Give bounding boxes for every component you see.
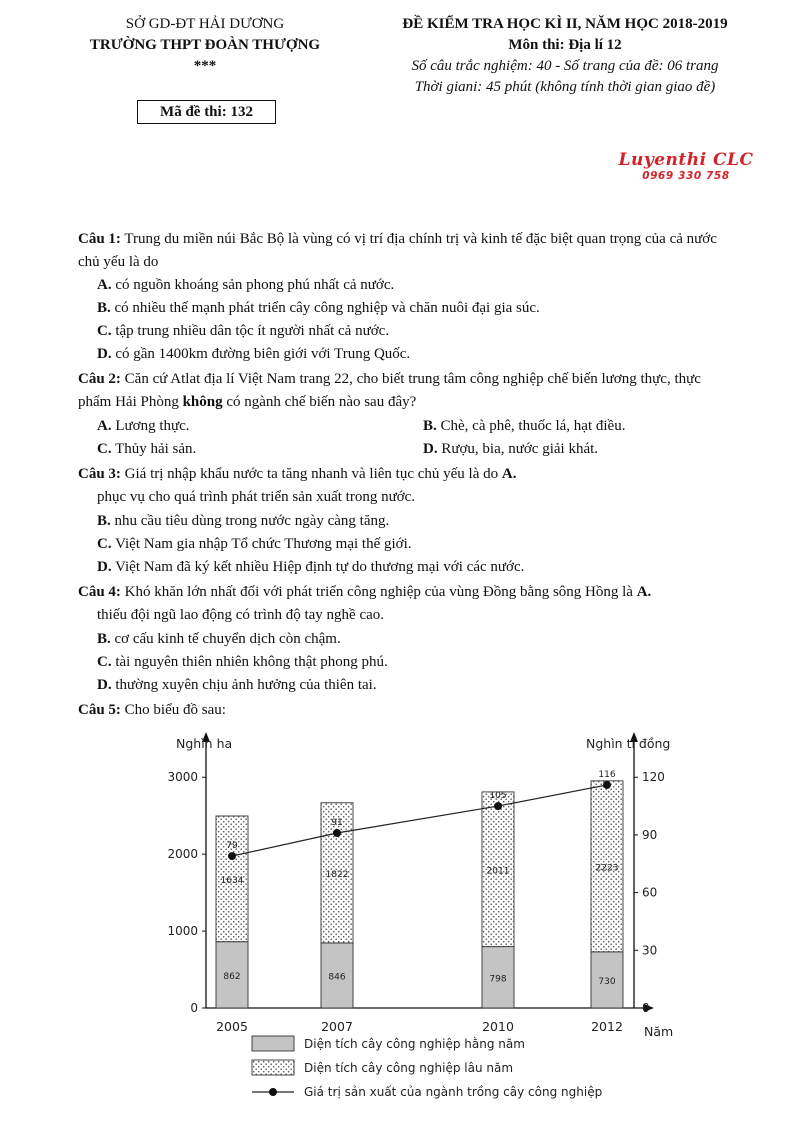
q1-option-d — [97, 343, 787, 366]
production-value-label: 79 — [226, 841, 238, 852]
right-tick-label: 30 — [642, 943, 658, 958]
option-text: Rượu, bia, nước giải khát. — [437, 441, 599, 457]
q1-stem — [78, 228, 768, 251]
option-letter: A. — [636, 584, 652, 600]
option-text: tập trung nhiều dân tộc ít người nhất cả nước. — [111, 323, 390, 339]
right-tick-label: 120 — [642, 770, 665, 785]
q4-label: Câu 4: — [78, 584, 121, 600]
q3-label: Câu 3: — [78, 466, 121, 482]
right-tick-label: 60 — [642, 885, 658, 900]
q3-stem — [78, 463, 768, 486]
option-text: Việt Nam gia nhập Tổ chức Thương mại thế giới. — [111, 536, 412, 552]
legend-swatch-perennial — [252, 1060, 294, 1075]
production-value-point — [333, 829, 341, 837]
exam-header — [345, 14, 785, 98]
x-tick-label: 2012 — [591, 1019, 623, 1034]
option-letter: B. — [97, 631, 111, 647]
chart-container — [150, 728, 690, 1123]
q1-option-c — [97, 320, 787, 343]
option-letter: C. — [97, 441, 112, 457]
header-separator: *** — [193, 58, 217, 74]
annual-value-label: 862 — [223, 971, 241, 982]
department-name: SỞ GD-ĐT HẢI DƯƠNG — [125, 16, 285, 32]
option-letter: B. — [97, 300, 111, 316]
option-letter: A. — [97, 277, 112, 293]
production-value-point — [494, 802, 502, 810]
perennial-value-label: 1822 — [325, 869, 349, 880]
option-text: tài nguyên thiên nhiên không thật phong phú. — [111, 654, 388, 670]
q5-text: Cho biểu đồ sau: — [120, 702, 226, 718]
exam-subject: Môn thi: Địa lí 12 — [508, 37, 622, 53]
brand-name: Luyenthi CLC — [618, 150, 754, 170]
option-letter: A. — [501, 466, 517, 482]
option-letter: D. — [97, 559, 112, 575]
option-letter: A. — [97, 418, 112, 434]
exam-code-box: Mã đề thi: 132 — [137, 100, 276, 124]
option-text: Việt Nam đã ký kết nhiều Hiệp định tự do thương mại với các nước. — [111, 559, 525, 575]
q4-option-a: thiếu đội ngũ lao động có trình độ tay nghề cao. — [97, 607, 385, 623]
option-letter: C. — [97, 323, 112, 339]
option-letter: D. — [97, 346, 112, 362]
option-text: có nguồn khoáng sản phong phú nhất cả nước. — [111, 277, 395, 293]
annual-value-label: 730 — [598, 976, 616, 987]
q3-text: Giá trị nhập khẩu nước ta tăng nhanh và liên tục chủ yếu là do — [120, 466, 502, 482]
q2-emphasis: không — [182, 394, 223, 410]
q2-text-c: có ngành chế biến nào sau đây? — [222, 394, 417, 410]
q1-label: Câu 1: — [78, 231, 121, 247]
left-axis-label: Nghìn ha — [176, 736, 233, 751]
q1-stem-cont: chủ yếu là do — [78, 254, 159, 270]
left-tick-label: 0 — [190, 1001, 198, 1015]
q4-stem — [78, 581, 768, 604]
production-value-label: 105 — [489, 791, 507, 802]
option-letter: C. — [97, 654, 112, 670]
option-letter: B. — [97, 513, 111, 529]
option-letter: C. — [97, 536, 112, 552]
option-text: Chè, cà phê, thuốc lá, hạt điều. — [436, 418, 626, 434]
q2-stem-cont — [78, 391, 768, 414]
q2-text: Căn cứ Atlat địa lí Việt Nam trang 22, cho biết trung tâm công nghiệp chế biến lương thực, thực — [120, 371, 701, 387]
option-letter: B. — [423, 418, 437, 434]
q3-option-c — [97, 533, 787, 556]
q1-option-a — [97, 274, 787, 297]
combo-chart — [150, 728, 690, 1123]
q2-stem — [78, 368, 768, 391]
annual-value-label: 798 — [489, 974, 507, 985]
school-header — [60, 14, 350, 77]
production-value-point — [603, 781, 611, 789]
legend-label-line: Giá trị sản xuất của ngành trồng cây công nghiệp — [304, 1085, 603, 1099]
option-text: có nhiều thế mạnh phát triển cây công nghiệp và chăn nuôi đại gia súc. — [110, 300, 540, 316]
option-text: Thủy hải sản. — [111, 441, 197, 457]
legend-label-perennial: Diện tích cây công nghiệp lâu năm — [304, 1061, 514, 1075]
q2-option-b — [423, 415, 800, 438]
q5-stem — [78, 699, 768, 722]
left-tick-label: 1000 — [167, 924, 198, 939]
q1-option-b — [97, 297, 787, 320]
right-tick-label: 90 — [642, 827, 658, 842]
brand-phone: 0969 330 758 — [642, 170, 730, 182]
q3-option-d — [97, 556, 787, 579]
q4-option-b — [97, 628, 787, 651]
production-value-label: 116 — [598, 769, 616, 780]
q3-option-b — [97, 510, 787, 533]
right-axis-label: Nghìn tỉ đồng — [586, 736, 671, 751]
option-text: cơ cấu kinh tế chuyển dịch còn chậm. — [110, 631, 341, 647]
q2-text-a: phẩm Hải Phòng — [78, 394, 183, 410]
exam-title: ĐỀ KIỂM TRA HỌC KÌ II, NĂM HỌC 2018-2019 — [402, 16, 728, 32]
exam-time: Thời giani: 45 phút (không tính thời gian giao đề) — [414, 79, 716, 95]
q4-option-d — [97, 674, 787, 697]
option-text: thường xuyên chịu ảnh hưởng của thiên tai. — [111, 677, 377, 693]
perennial-value-label: 1634 — [220, 875, 244, 886]
production-value-point — [228, 852, 236, 860]
x-tick-label: 2007 — [321, 1019, 353, 1034]
option-text: Lương thực. — [111, 418, 190, 434]
x-axis-label: Năm — [644, 1024, 674, 1039]
q4-text: Khó khăn lớn nhất đối với phát triển công nghiệp của vùng Đồng bằng sông Hồng là — [120, 584, 637, 600]
q4-option-c — [97, 651, 787, 674]
school-name: TRƯỜNG THPT ĐOÀN THƯỢNG — [89, 37, 321, 53]
brand-watermark — [596, 150, 776, 183]
left-tick-label: 3000 — [167, 770, 198, 785]
q3-option-a: phục vụ cho quá trình phát triển sản xuất trong nước. — [97, 489, 416, 505]
x-tick-label: 2005 — [216, 1019, 248, 1034]
q2-label: Câu 2: — [78, 371, 121, 387]
legend-swatch-point — [269, 1088, 277, 1096]
left-tick-label: 2000 — [167, 847, 198, 862]
q5-label: Câu 5: — [78, 702, 121, 718]
legend-label-annual: Diện tích cây công nghiệp hằng năm — [304, 1037, 525, 1051]
right-tick-label: 0 — [642, 1001, 650, 1015]
exam-info: Số câu trắc nghiệm: 40 - Số trang của đề: 06 trang — [411, 58, 719, 74]
option-text: nhu cầu tiêu dùng trong nước ngày càng tăng. — [110, 513, 390, 529]
option-letter: D. — [97, 677, 112, 693]
annual-value-label: 846 — [328, 972, 346, 983]
option-letter: D. — [423, 441, 438, 457]
q2-option-d — [423, 438, 800, 461]
perennial-value-label: 2011 — [486, 866, 510, 877]
production-value-line — [232, 785, 607, 856]
option-text: có gần 1400km đường biên giới với Trung Quốc. — [111, 346, 411, 362]
legend-swatch-annual — [252, 1036, 294, 1051]
q1-text: Trung du miền núi Bắc Bộ là vùng có vị trí địa chính trị và kinh tế đặc biệt quan trọng của cả nước — [120, 231, 717, 247]
production-value-label: 91 — [331, 818, 343, 828]
x-tick-label: 2010 — [482, 1019, 514, 1034]
perennial-value-label: 2223 — [595, 863, 619, 874]
